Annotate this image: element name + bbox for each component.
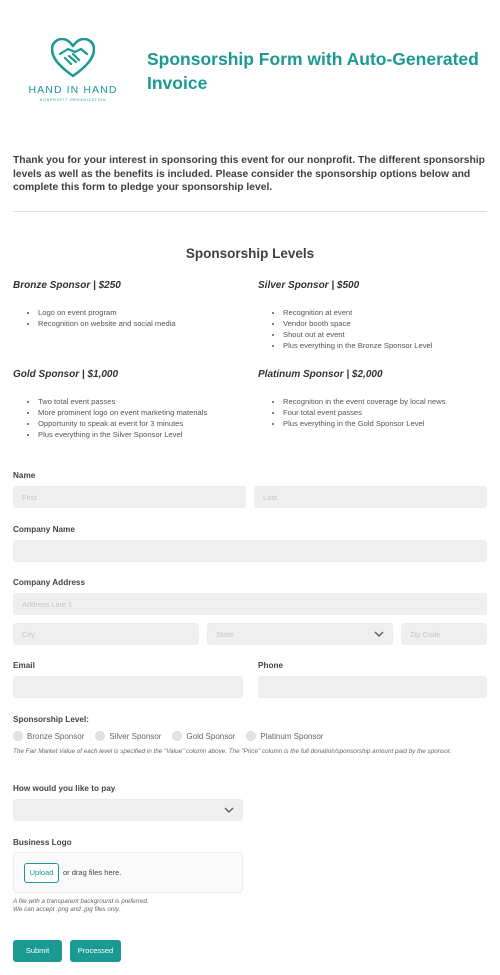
benefit-item: • Plus everything in the Gold Sponsor Level [283,418,493,429]
logo-text: HAND IN HAND [28,84,118,96]
address-line1-input[interactable] [13,593,487,615]
radio-circle[interactable] [13,731,23,741]
email-input[interactable] [13,676,243,698]
benefit-item: • Recognition in the event coverage by local news [283,396,493,407]
benefit-item: • More prominent logo on event marketing materials [38,407,248,418]
business-logo-label: Business Logo [13,838,72,847]
company-address-label: Company Address [13,578,86,587]
sponsorship-level-radio-group [13,731,334,741]
form-title: Sponsorship Form with Auto-Generated Invoice [147,49,479,93]
tier-gold [13,369,248,440]
state-placeholder: State [216,630,234,639]
phone-input[interactable] [258,676,487,698]
radio-label: Bronze Sponsor [27,731,85,741]
benefit-item: • Plus everything in the Bronze Sponsor Level [283,340,493,351]
radio-circle[interactable] [246,731,256,741]
radio-gold-sponsor[interactable] [172,731,235,741]
drag-files-text: or drag files here. [63,868,122,877]
benefit-item: • Recognition at event [283,307,493,318]
benefit-list [258,307,493,351]
benefit-list [258,396,493,429]
email-label: Email [13,661,35,670]
radio-label: Platinum Sponsor [260,731,324,741]
chevron-down-icon [224,805,234,815]
benefit-item: • Plus everything in the Silver Sponsor Level [38,429,248,440]
tier-name: Bronze Sponsor | $250 [13,280,121,291]
radio-platinum-sponsor[interactable] [246,731,323,741]
phone-label: Phone [258,661,284,670]
submit-button[interactable]: Submit [13,940,62,962]
tier-bronze [13,280,248,329]
divider [13,211,487,212]
last-name-input[interactable] [254,486,487,508]
zip-code-input[interactable] [401,623,487,645]
radio-bronze-sponsor[interactable] [13,731,84,741]
name-label: Name [13,471,36,480]
radio-label: Silver Sponsor [109,731,162,741]
logo-subtext: NONPROFIT ORGANIZATION [39,98,107,102]
benefit-item: • Opportunity to speak at event for 3 minutes [38,418,248,429]
processed-button[interactable]: Processed [70,940,121,962]
handshake-heart-icon [51,38,95,78]
organization-logo [18,38,128,108]
file-dropzone[interactable] [13,852,243,893]
chevron-down-icon [374,629,384,639]
benefit-item: • Four total event passes [283,407,493,418]
radio-circle[interactable] [95,731,105,741]
first-name-input[interactable] [13,486,246,508]
logo-note-1: A file with a transparent background is preferred. [13,898,149,905]
header [0,0,500,140]
intro-text: Thank you for your interest in sponsoring this event for our nonprofit. The different sponsorship levels as well as the benefits is included. Please consider the sponsorship options below and complete this form to pledge your sponsorship level. [13,155,485,193]
benefit-item: • Two total event passes [38,396,248,407]
radio-circle[interactable] [172,731,182,741]
payment-label: How would you like to pay [13,784,116,793]
benefit-item: • Vendor booth space [283,318,493,329]
benefit-item: • Logo on event program [38,307,248,318]
tier-name: Silver Sponsor | $500 [258,280,360,291]
company-name-input[interactable] [13,540,487,562]
benefit-item: • Shout out at event [283,329,493,340]
company-name-label: Company Name [13,525,75,534]
upload-button[interactable]: Upload [24,863,59,883]
tier-name: Gold Sponsor | $1,000 [13,369,119,380]
tier-silver [258,280,493,351]
tier-name: Platinum Sponsor | $2,000 [258,369,383,380]
benefit-list [13,396,248,440]
sponsorship-levels-heading: Sponsorship Levels [185,246,315,261]
city-input[interactable] [13,623,199,645]
payment-select[interactable] [13,799,243,821]
radio-label: Gold Sponsor [186,731,236,741]
logo-note-2: We can accept .png and .jpg files only. [13,906,121,913]
state-select[interactable] [207,623,393,645]
level-note: The Fair Market Value of each level is specified in the "Value" column above. The "Price" column is the full donation/sponsorship amount paid by the sponsor. [13,748,452,755]
radio-silver-sponsor[interactable] [95,731,161,741]
tier-platinum [258,369,493,429]
sponsorship-level-label: Sponsorship Level: [13,715,89,724]
benefit-list [13,307,248,329]
benefit-item: • Recognition on website and social media [38,318,248,329]
